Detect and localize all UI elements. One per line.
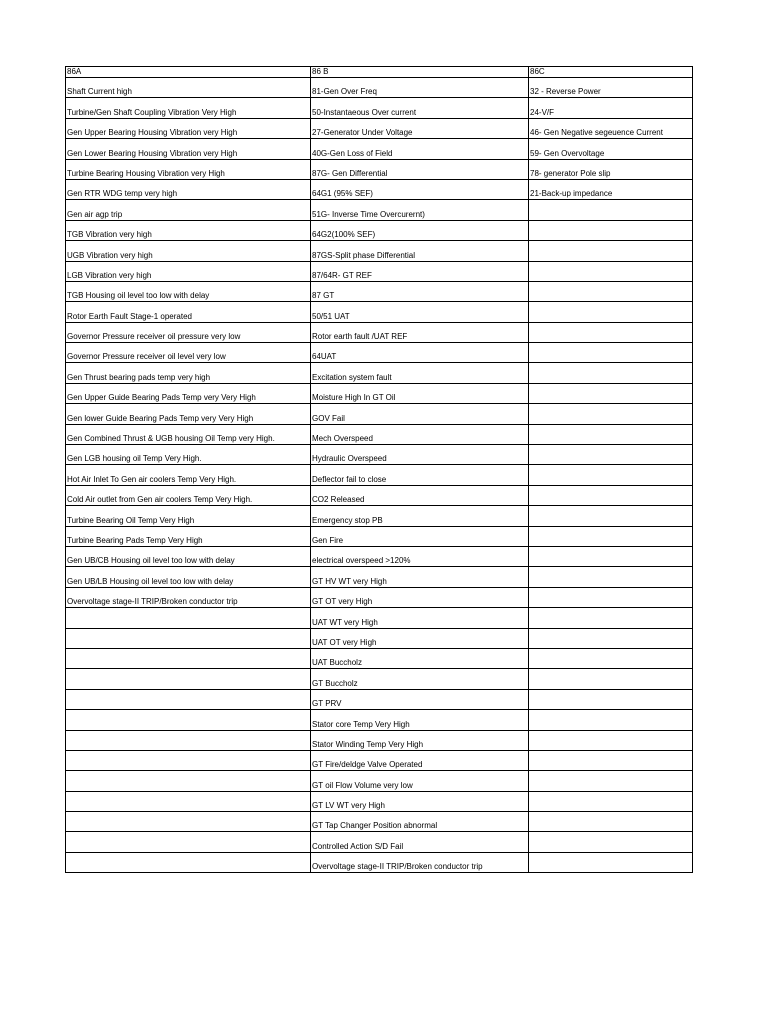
col-86a-cell <box>66 750 311 770</box>
col-86a-cell: Gen LGB housing oil Temp Very High. <box>66 445 311 465</box>
col-86c-cell <box>529 852 693 872</box>
col-86c-cell <box>529 628 693 648</box>
col-86a-cell: Governor Pressure receiver oil pressure very low <box>66 322 311 342</box>
col-86b-cell: electrical overspeed >120% <box>311 546 529 566</box>
table-row <box>66 159 693 179</box>
header-cell-86a: 86A <box>66 67 311 78</box>
col-86a-cell <box>66 730 311 750</box>
col-86b-cell: Stator core Temp Very High <box>311 710 529 730</box>
table-row <box>66 220 693 240</box>
col-86b-cell: 50/51 UAT <box>311 302 529 322</box>
col-86a-cell: Shaft Current high <box>66 78 311 98</box>
col-86b-cell: Rotor earth fault /UAT REF <box>311 322 529 342</box>
trip-matrix-body <box>66 67 693 873</box>
table-row <box>66 404 693 424</box>
col-86c-cell <box>529 404 693 424</box>
table-row <box>66 608 693 628</box>
table-row <box>66 648 693 668</box>
col-86a-cell: Gen UB/LB Housing oil level too low with delay <box>66 567 311 587</box>
table-row <box>66 546 693 566</box>
col-86a-cell: Hot Air Inlet To Gen air coolers Temp Very High. <box>66 465 311 485</box>
col-86c-cell <box>529 261 693 281</box>
col-86b-cell: Overvoltage stage-II TRIP/Broken conductor trip <box>311 852 529 872</box>
col-86c-cell <box>529 343 693 363</box>
col-86b-cell: 87 GT <box>311 281 529 301</box>
col-86b-cell: 64UAT <box>311 343 529 363</box>
col-86b-cell: 51G- Inverse Time Overcurernt) <box>311 200 529 220</box>
col-86c-cell <box>529 791 693 811</box>
col-86a-cell <box>66 648 311 668</box>
col-86b-cell: 40G-Gen Loss of Field <box>311 139 529 159</box>
table-row <box>66 669 693 689</box>
col-86a-cell: Gen lower Guide Bearing Pads Temp very Very High <box>66 404 311 424</box>
col-86a-cell: TGB Housing oil level too low with delay <box>66 281 311 301</box>
col-86c-cell <box>529 546 693 566</box>
col-86c-cell: 32 - Reverse Power <box>529 78 693 98</box>
table-row <box>66 526 693 546</box>
table-row <box>66 689 693 709</box>
table-row <box>66 852 693 872</box>
table-row <box>66 118 693 138</box>
col-86a-cell <box>66 628 311 648</box>
col-86a-cell <box>66 771 311 791</box>
col-86a-cell: Gen Upper Bearing Housing Vibration very High <box>66 118 311 138</box>
table-row <box>66 322 693 342</box>
col-86c-cell <box>529 465 693 485</box>
col-86c-cell <box>529 506 693 526</box>
col-86a-cell: TGB Vibration very high <box>66 220 311 240</box>
col-86b-cell: Hydraulic Overspeed <box>311 445 529 465</box>
col-86b-cell: Mech Overspeed <box>311 424 529 444</box>
col-86a-cell: Turbine/Gen Shaft Coupling Vibration Very High <box>66 98 311 118</box>
col-86b-cell: 50-Instantaeous Over current <box>311 98 529 118</box>
table-row <box>66 628 693 648</box>
col-86b-cell: UAT WT very High <box>311 608 529 628</box>
col-86c-cell <box>529 281 693 301</box>
col-86c-cell <box>529 220 693 240</box>
col-86b-cell: GT Fire/deldge Valve Operated <box>311 750 529 770</box>
table-row <box>66 771 693 791</box>
col-86a-cell <box>66 608 311 628</box>
header-cell-86c: 86C <box>529 67 693 78</box>
table-row <box>66 179 693 199</box>
table-row <box>66 98 693 118</box>
col-86a-cell: Gen RTR WDG temp very high <box>66 179 311 199</box>
table-row <box>66 261 693 281</box>
col-86a-cell: Cold Air outlet from Gen air coolers Temp Very High. <box>66 485 311 505</box>
col-86b-cell: 27-Generator Under Voltage <box>311 118 529 138</box>
col-86c-cell: 21-Back-up impedance <box>529 179 693 199</box>
col-86c-cell <box>529 200 693 220</box>
col-86a-cell <box>66 791 311 811</box>
col-86a-cell: Gen air agp trip <box>66 200 311 220</box>
table-row <box>66 587 693 607</box>
table-row <box>66 139 693 159</box>
col-86b-cell: 87GS-Split phase Differential <box>311 241 529 261</box>
col-86c-cell: 78- generator Pole slip <box>529 159 693 179</box>
col-86b-cell: GOV Fail <box>311 404 529 424</box>
col-86b-cell: 64G2(100% SEF) <box>311 220 529 240</box>
col-86c-cell <box>529 710 693 730</box>
col-86c-cell <box>529 832 693 852</box>
col-86c-cell <box>529 424 693 444</box>
col-86c-cell <box>529 445 693 465</box>
table-row <box>66 281 693 301</box>
col-86c-cell <box>529 608 693 628</box>
table-row <box>66 383 693 403</box>
table-row <box>66 241 693 261</box>
col-86b-cell: GT PRV <box>311 689 529 709</box>
col-86b-cell: CO2 Released <box>311 485 529 505</box>
col-86c-cell <box>529 587 693 607</box>
col-86a-cell <box>66 812 311 832</box>
col-86a-cell: Governor Pressure receiver oil level very low <box>66 343 311 363</box>
col-86b-cell: Emergency stop PB <box>311 506 529 526</box>
table-row <box>66 424 693 444</box>
col-86a-cell: Gen Upper Guide Bearing Pads Temp very Very High <box>66 383 311 403</box>
col-86c-cell <box>529 750 693 770</box>
col-86b-cell: 64G1 (95% SEF) <box>311 179 529 199</box>
col-86b-cell: 87G- Gen Differential <box>311 159 529 179</box>
col-86c-cell: 24-V/F <box>529 98 693 118</box>
col-86b-cell: GT LV WT very High <box>311 791 529 811</box>
table-row <box>66 710 693 730</box>
col-86b-cell: GT oil Flow Volume very low <box>311 771 529 791</box>
table-row <box>66 78 693 98</box>
table-row <box>66 302 693 322</box>
col-86b-cell: Controlled Action S/D Fail <box>311 832 529 852</box>
table-row <box>66 485 693 505</box>
col-86b-cell: GT HV WT very High <box>311 567 529 587</box>
col-86a-cell: Turbine Bearing Housing Vibration very High <box>66 159 311 179</box>
col-86c-cell <box>529 363 693 383</box>
col-86b-cell: GT OT very High <box>311 587 529 607</box>
col-86a-cell <box>66 832 311 852</box>
col-86a-cell <box>66 852 311 872</box>
table-row <box>66 506 693 526</box>
col-86c-cell: 59- Gen Overvoltage <box>529 139 693 159</box>
col-86b-cell: GT Buccholz <box>311 669 529 689</box>
col-86a-cell: UGB Vibration very high <box>66 241 311 261</box>
col-86a-cell: Turbine Bearing Oil Temp Very High <box>66 506 311 526</box>
table-row <box>66 812 693 832</box>
col-86c-cell: 46- Gen Negative segeuence Current <box>529 118 693 138</box>
table-row <box>66 750 693 770</box>
col-86b-cell: Stator Winding Temp Very High <box>311 730 529 750</box>
col-86c-cell <box>529 648 693 668</box>
col-86a-cell: Turbine Bearing Pads Temp Very High <box>66 526 311 546</box>
col-86b-cell: Gen Fire <box>311 526 529 546</box>
col-86a-cell: Gen Combined Thrust & UGB housing Oil Temp very High. <box>66 424 311 444</box>
col-86a-cell: Rotor Earth Fault Stage-1 operated <box>66 302 311 322</box>
table-row <box>66 465 693 485</box>
col-86b-cell: GT Tap Changer Position abnormal <box>311 812 529 832</box>
col-86b-cell: Deflector fail to close <box>311 465 529 485</box>
col-86a-cell: LGB Vibration very high <box>66 261 311 281</box>
table-row <box>66 363 693 383</box>
col-86a-cell: Gen Thrust bearing pads temp very high <box>66 363 311 383</box>
header-cell-86b: 86 B <box>311 67 529 78</box>
col-86b-cell: UAT Buccholz <box>311 648 529 668</box>
col-86c-cell <box>529 689 693 709</box>
col-86c-cell <box>529 485 693 505</box>
table-row <box>66 730 693 750</box>
col-86c-cell <box>529 669 693 689</box>
col-86b-cell: UAT OT very High <box>311 628 529 648</box>
table-row <box>66 200 693 220</box>
table-row <box>66 832 693 852</box>
table-row <box>66 791 693 811</box>
col-86a-cell <box>66 710 311 730</box>
col-86b-cell: 87/64R- GT REF <box>311 261 529 281</box>
col-86a-cell <box>66 669 311 689</box>
header-row <box>66 67 693 78</box>
table-row <box>66 567 693 587</box>
col-86b-cell: Moisture High In GT Oil <box>311 383 529 403</box>
col-86c-cell <box>529 812 693 832</box>
col-86c-cell <box>529 302 693 322</box>
col-86c-cell <box>529 567 693 587</box>
col-86a-cell: Gen Lower Bearing Housing Vibration very High <box>66 139 311 159</box>
col-86c-cell <box>529 730 693 750</box>
col-86c-cell <box>529 526 693 546</box>
table-row <box>66 343 693 363</box>
col-86c-cell <box>529 241 693 261</box>
table-row <box>66 445 693 465</box>
col-86c-cell <box>529 322 693 342</box>
col-86a-cell: Overvoltage stage-II TRIP/Broken conductor trip <box>66 587 311 607</box>
col-86c-cell <box>529 771 693 791</box>
col-86c-cell <box>529 383 693 403</box>
col-86b-cell: Excitation system fault <box>311 363 529 383</box>
trip-matrix-table <box>65 66 693 873</box>
col-86b-cell: 81-Gen Over Freq <box>311 78 529 98</box>
col-86a-cell: Gen UB/CB Housing oil level too low with delay <box>66 546 311 566</box>
col-86a-cell <box>66 689 311 709</box>
